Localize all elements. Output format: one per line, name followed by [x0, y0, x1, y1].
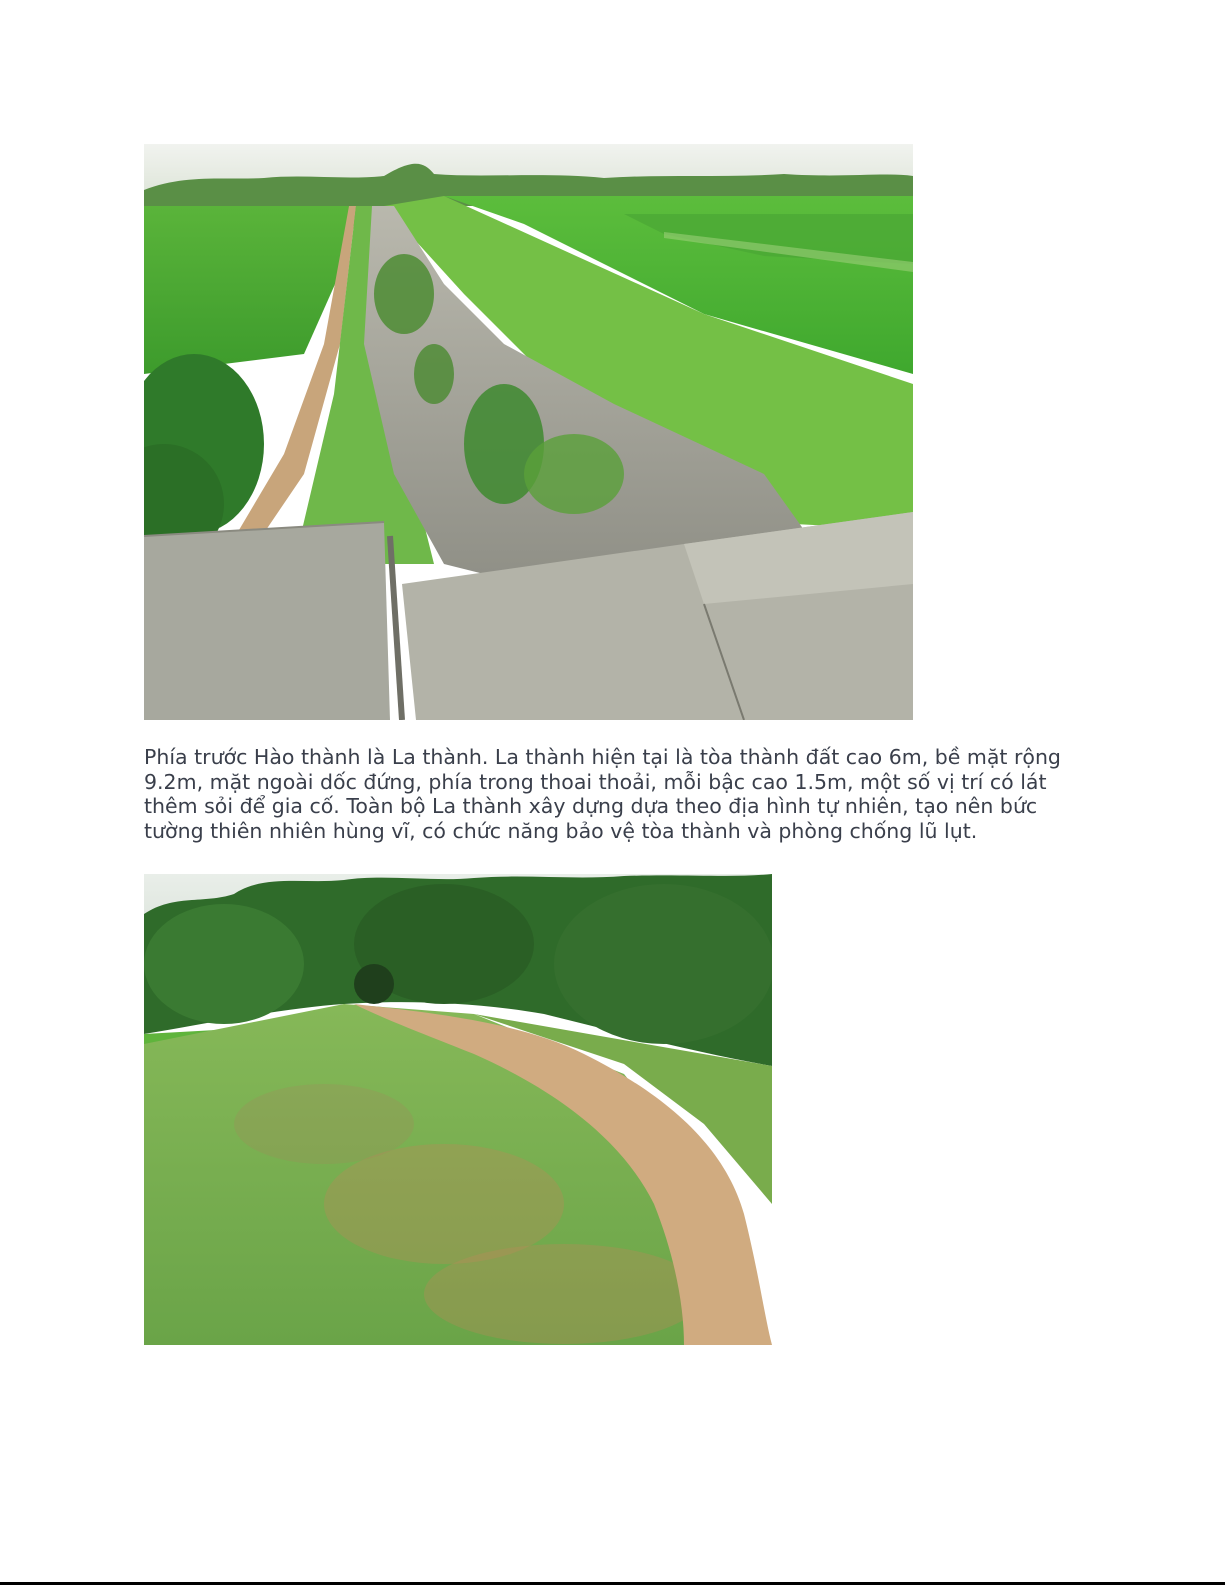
photo-earthen-wall-path-graphic: [144, 874, 772, 1345]
photo-earthen-wall-path: [144, 874, 772, 1345]
photo-stone-rampart-rice-fields-graphic: [144, 144, 913, 720]
body-paragraph: Phía trước Hào thành là La thành. La thành hiện tại là tòa thành đất cao 6m, bề mặt rộng 9.2m, mặt ngoài dốc đứng, phía trong thoai thoải, mỗi bậc cao 1.5m, một số vị trí có lát thêm sỏi để gia cố. Toàn bộ La thành xây dựng dựa theo địa hình tự nhiên, tạo nên bức tường thiên nhiên hùng vĩ, có chức năng bảo vệ tòa thành và phòng chống lũ lụt.: [144, 745, 1061, 843]
photo-stone-rampart-rice-fields: [144, 144, 913, 720]
